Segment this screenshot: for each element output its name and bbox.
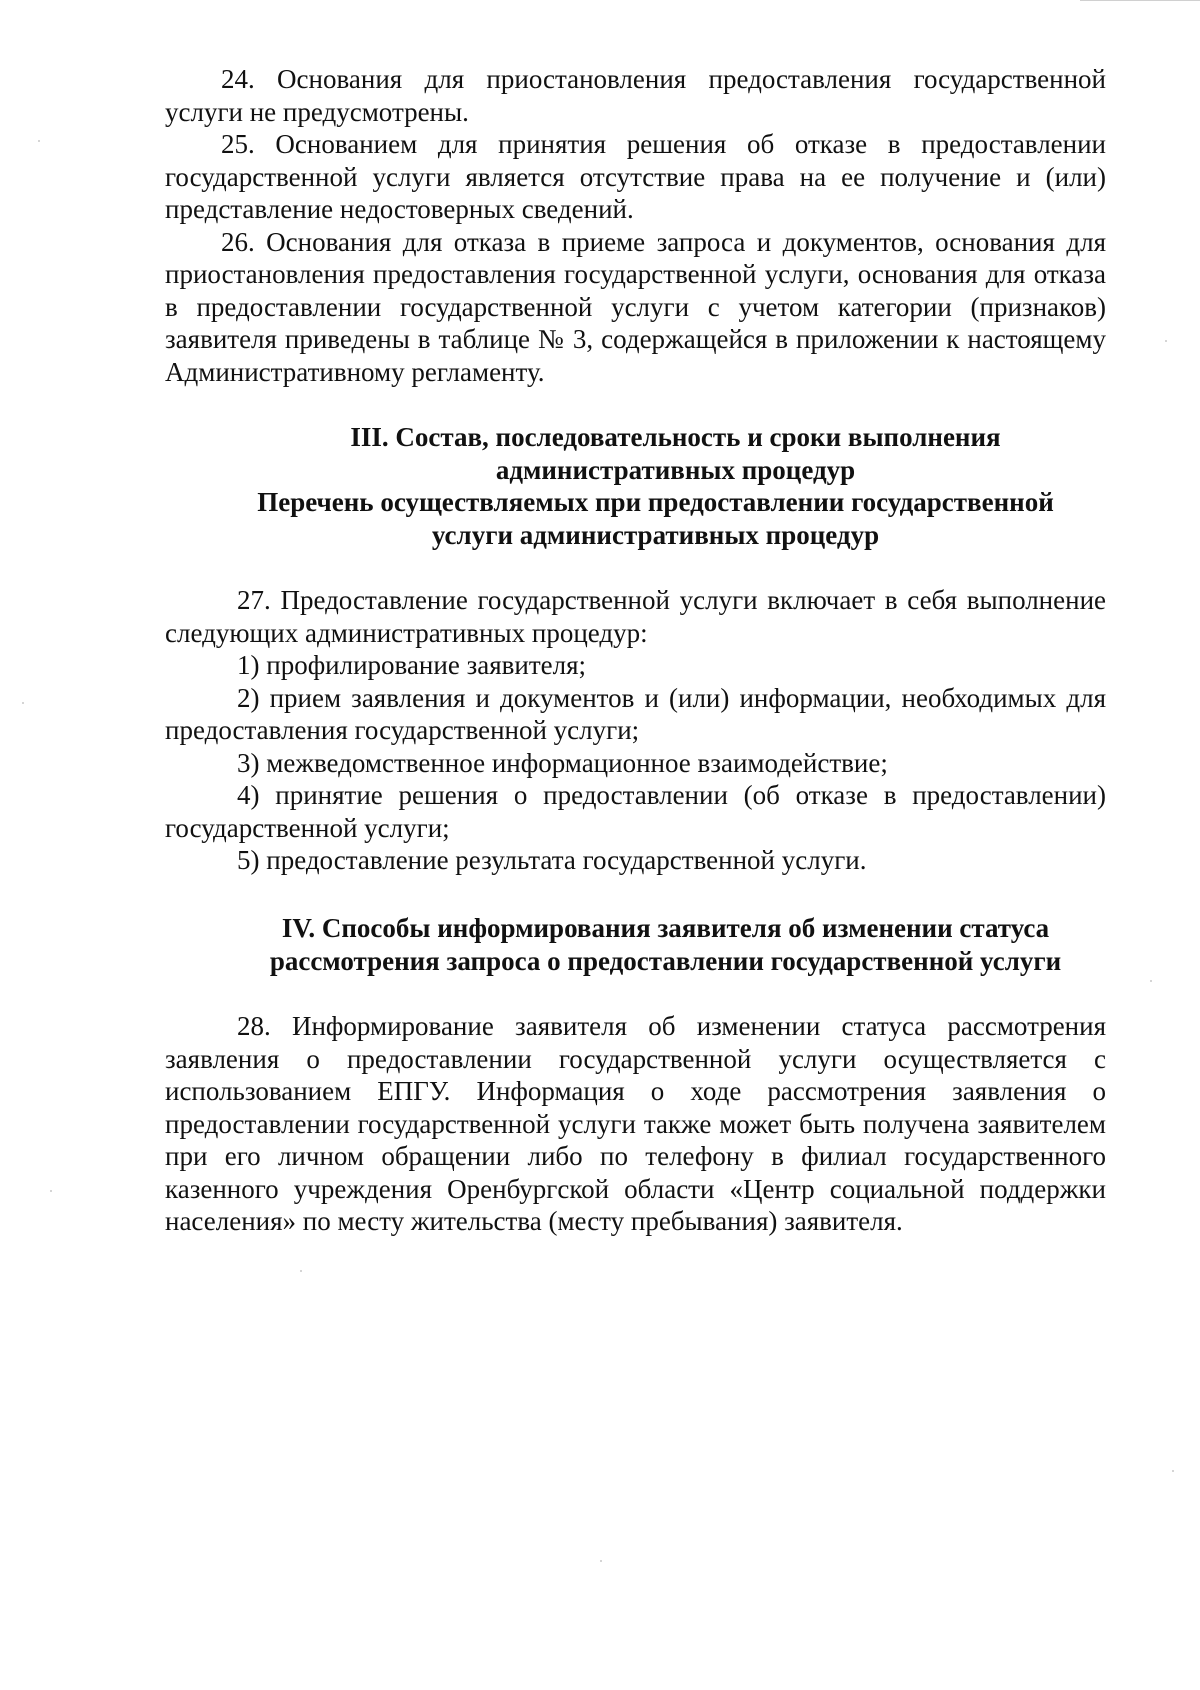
scan-speck: [600, 1560, 602, 1562]
paragraph-25: 25. Основанием для принятия решения об отказе в предоставлении государственной услуги является отсутствие права на ее получение и (или) представление недостоверных сведений.: [165, 129, 1106, 224]
scan-speck: [22, 702, 24, 704]
paragraph-26: 26. Основания для отказа в приеме запроса и документов, основания для приостановления предоставления государственной услуги, основания для отказа в предоставлении государственной услуги с учетом категории (признаков) заявителя приведены в таблице № 3, содержащейся в приложении к настоящему Административному регламенту.: [165, 226, 1106, 387]
procedure-item-4: 4) принятие решения о предоставлении (об отказе в предоставлении) государственной услуги;: [165, 780, 1106, 843]
section-iv-body: [165, 1010, 1106, 1238]
procedure-item-3: 3) межведомственное информационное взаимодействие;: [237, 747, 888, 778]
scan-speck: [300, 1270, 302, 1272]
section-iii-subheading-line-1: Перечень осуществляемых при предоставлении государственной: [257, 487, 1054, 517]
scan-speck: [1172, 1470, 1174, 1472]
procedure-item-5: 5) предоставление результата государственной услуги.: [237, 845, 867, 875]
section-iii-heading-line-2: административных процедур: [495, 454, 856, 485]
scan-speck: [50, 1190, 52, 1192]
paragraph-27: 27. Предоставление государственной услуги включает в себя выполнение следующих административных процедур:: [165, 585, 1106, 648]
section-iii-heading: [165, 421, 1106, 486]
section-ii-tail: [165, 63, 1106, 388]
procedure-item-2: 2) прием заявления и документов и (или) информации, необходимых для предоставления государственной услуги;: [165, 682, 1106, 745]
paragraph-24: 24. Основания для приостановления предоставления государственной услуги не предусмотрены.: [165, 64, 1106, 127]
paragraph-28: 28. Информирование заявителя об изменении статуса рассмотрения заявления о предоставлении государственной услуги осуществляется с использованием ЕПГУ. Информация о ходе рассмотрения заявления о предоставлении государственной услуги также может быть получена заявителем при его личном обращении либо по телефону в филиал государственного казенного учреждения Оренбургской области «Центр социальной поддержки населения» по месту жительства (месту пребывания) заявителя.: [165, 1011, 1106, 1236]
section-iv-heading-line-2: рассмотрения запроса о предоставлении государственной услуги: [269, 945, 1062, 976]
section-iii-subheading: [165, 486, 1106, 551]
section-iv-heading-line-1: IV. Способы информирования заявителя об изменении статуса: [281, 913, 1050, 943]
section-iv-heading: [165, 912, 1106, 977]
scan-speck: [1165, 340, 1167, 342]
section-iii-heading-line-1: III. Состав, последовательность и сроки выполнения: [350, 422, 1001, 452]
scan-speck: [38, 140, 40, 142]
procedure-item-1: 1) профилирование заявителя;: [237, 650, 587, 680]
section-iii-body: [165, 584, 1106, 877]
scan-edge-line: [1080, 0, 1200, 1]
section-iii-subheading-line-2: услуги административных процедур: [431, 519, 880, 550]
scan-speck: [1150, 980, 1152, 982]
